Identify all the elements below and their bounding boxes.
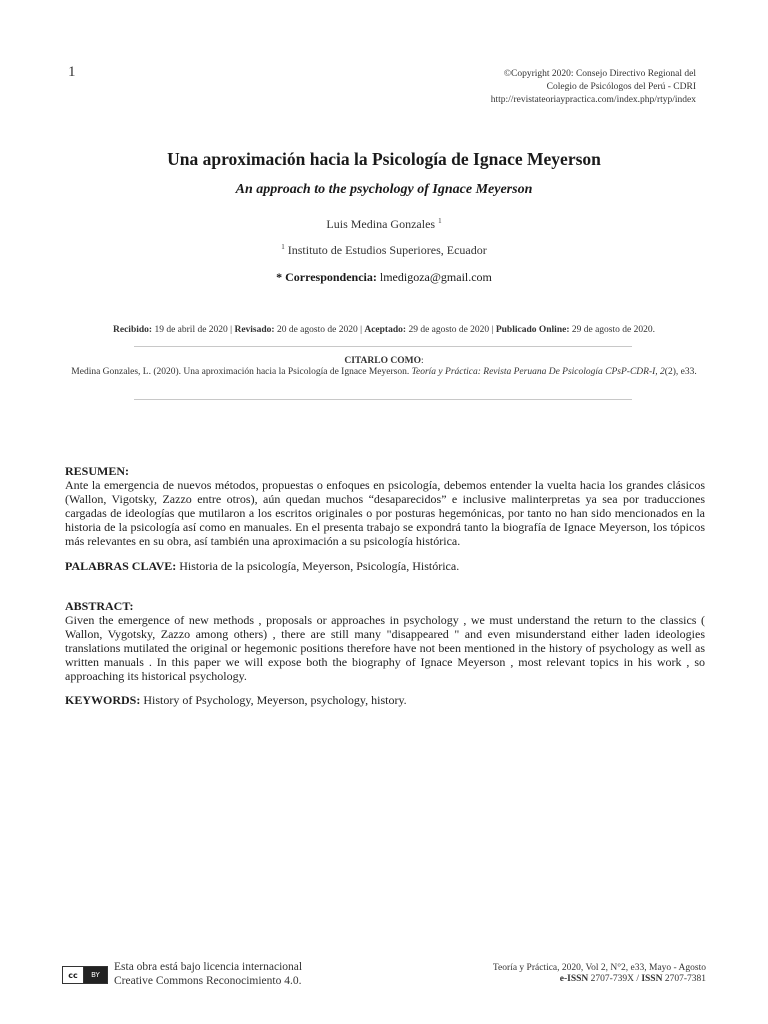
affiliation-text: Instituto de Estudios Superiores, Ecuador <box>287 243 487 257</box>
citation-text: Medina Gonzales, L. (2020). Una aproximación hacia la Psicología de Ignace Meyerson. <box>71 367 410 377</box>
revised-label: Revisado: <box>234 325 275 335</box>
paper-title: Una aproximación hacia la Psicología de Ignace Meyerson <box>167 149 601 169</box>
cite-heading: CITARLO COMO: <box>344 356 424 366</box>
copyright-line: Colegio de Psicólogos del Perú - CDRI <box>546 82 696 92</box>
correspondence-label: * Correspondencia: <box>276 270 377 284</box>
author <box>0 217 768 232</box>
received-date: 19 de abril de 2020 <box>154 325 228 335</box>
citation <box>62 367 706 378</box>
abstract-section <box>65 599 705 683</box>
license-block <box>62 960 302 988</box>
online-label: Publicado Online: <box>495 325 570 335</box>
page-number: 1 <box>68 64 76 80</box>
license-line: Esta obra está bajo licencia internacional <box>114 961 303 973</box>
journal-url[interactable]: http://revistateoriaypractica.com/index.php/rtyp/index <box>490 95 696 105</box>
copyright-line: ©Copyright 2020: Consejo Directivo Regional del <box>503 69 696 79</box>
keywords <box>65 693 705 708</box>
divider <box>134 399 632 400</box>
issn-value: 2707-7381 <box>664 974 706 984</box>
journal-line: Teoría y Práctica, 2020, Vol 2, N°2, e33, Mayo - Agosto <box>492 963 706 973</box>
paper-subtitle: An approach to the psychology of Ignace Meyerson <box>235 182 533 197</box>
by-icon: BY <box>84 967 107 983</box>
online-date: 29 de agosto de 2020. <box>571 325 655 335</box>
received-label: Recibido: <box>113 325 153 335</box>
affiliation <box>0 243 768 258</box>
journal-footer <box>493 963 706 985</box>
abstract-heading: ABSTRACT: <box>65 599 134 613</box>
eissn-label: e-ISSN <box>559 974 589 984</box>
keywords-text: History of Psychology, Meyerson, psychology, history. <box>143 693 407 707</box>
issn-separator: / <box>636 974 639 984</box>
eissn-value: 2707-739X <box>590 974 634 984</box>
resumen-text: Ante la emergencia de nuevos métodos, propuestas o enfoques en psicología, debemos entender la vuelta hacia los grandes clásicos (Wallon, Vigotsky, Zazzo entre otros), aún quedan muchos “desaparecidos” e inclusive malinterpretas ya sea por traducciones cargadas de ideologías que mutilaron a los escritos originales o por posturas hegemónicas, por tanto no han sido mencionados en la historia de la psicología así como en manuales. En el presenta trabajo se expondrá tanto la biografía de Ignace Meyerson, los tópicos más relevantes en su obra, así también una aproximación a su psicología histórica. <box>65 478 705 548</box>
palabras-clave <box>65 559 705 574</box>
license-line: Creative Commons Reconocimiento 4.0. <box>114 975 302 987</box>
author-name: Luis Medina Gonzales <box>326 217 436 231</box>
correspondence-email[interactable]: lmedigoza@gmail.com <box>379 270 492 284</box>
creative-commons-badge[interactable] <box>62 966 108 984</box>
publication-dates: Recibido: 19 de abril de 2020 | Revisado: 20 de agosto de 2020 | Aceptado: 29 de agosto de 2020 | Publicado Online: 29 de agosto de 2020. <box>113 325 655 335</box>
citation-journal: Teoría y Práctica: Revista Peruana De Psicología CPsP-CDR-I, <box>411 367 658 377</box>
issn-label: ISSN <box>641 974 663 984</box>
copyright-notice <box>336 68 696 107</box>
palabras-clave-text: Historia de la psicología, Meyerson, Psicología, Histórica. <box>179 559 460 573</box>
correspondence <box>0 270 768 285</box>
author-affiliation-mark: 1 <box>438 217 442 225</box>
issn-line <box>493 974 706 985</box>
affiliation-mark: 1 <box>281 243 285 251</box>
accepted-label: Aceptado: <box>364 325 407 335</box>
cc-icon: cc <box>63 967 84 983</box>
resumen-section <box>65 464 705 548</box>
abstract-text: Given the emergence of new methods , proposals or approaches in psychology , we must understand the return to the classics ( Wallon, Vygotsky, Zazzo among others) , there are still many "disappeared " and even misunderstand either laden ideologies translations mutilated the original or hegemonic positions therefore have not been mentioned in the history of psychology as well as written manuals . In this paper we will expose both the biography of Ignace Meyerson , most relevant topics in his work , so approaching its historical psychology. <box>65 613 705 683</box>
revised-date: 20 de agosto de 2020 <box>276 325 358 335</box>
accepted-date: 29 de agosto de 2020 <box>408 325 490 335</box>
citation-issue: (2), e33. <box>664 367 697 377</box>
resumen-heading: RESUMEN: <box>65 464 130 478</box>
citation-volume: 2 <box>660 367 665 377</box>
keywords-label: KEYWORDS: <box>65 693 141 707</box>
license-text <box>114 960 302 988</box>
palabras-clave-label: PALABRAS CLAVE: <box>65 559 177 573</box>
divider <box>134 346 632 347</box>
